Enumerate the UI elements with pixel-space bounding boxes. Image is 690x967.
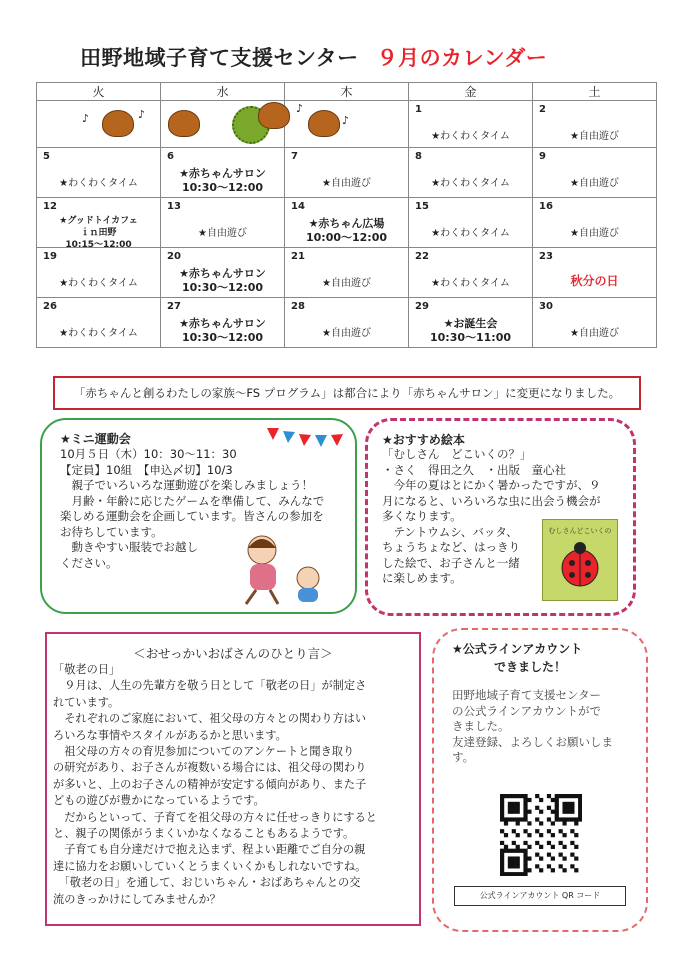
day-number: 8	[415, 151, 422, 162]
day-number: 14	[291, 201, 305, 212]
day-number: 19	[43, 251, 57, 262]
day-number: 6	[167, 151, 174, 162]
event-label: ★自由遊び	[570, 131, 619, 142]
day-number: 22	[415, 251, 429, 262]
event-detail: 10:30～12:00	[181, 331, 264, 344]
calendar-week-row	[37, 298, 657, 348]
day-number: 9	[539, 151, 546, 162]
mother-child-illustration	[234, 528, 334, 608]
event-label: ★わくわくタイム	[59, 278, 138, 289]
weekday-header: 火	[37, 83, 161, 101]
calendar-day-cell	[533, 101, 657, 148]
event-label: ★わくわくタイム	[431, 228, 510, 239]
event-detail: 10:30～12:00	[181, 281, 264, 294]
calendar-day-cell	[37, 198, 161, 248]
line-account-box	[432, 628, 648, 932]
calendar-day-cell	[409, 101, 533, 148]
event-label: ★わくわくタイム	[431, 131, 510, 142]
event-detail: 10:30～11:00	[429, 331, 512, 344]
event-label: ★グッドトイカフェ	[59, 216, 138, 226]
book-cover-image	[542, 519, 618, 601]
column-box	[45, 632, 421, 926]
book-text: 「むしさん どこいくの？」 ・さく 得田之久 ・出版 童心社 今年の夏はとにかく暑かったですが、９ 月になると、いろいろな虫に出会う機会が 多くなります。 テントウムシ、バッタ、 ちょうちょなど、はっきり した絵で、お子さんと一緒 に楽しめます。	[382, 447, 601, 585]
event-label: ★わくわくタイム	[431, 278, 510, 289]
event-block	[409, 317, 532, 345]
day-number: 29	[415, 301, 429, 312]
day-number: 7	[291, 151, 298, 162]
day-number: 12	[43, 201, 57, 212]
event-block	[161, 167, 284, 195]
day-number: 5	[43, 151, 50, 162]
qr-code-image	[500, 794, 582, 876]
qr-code-label: 公式ラインアカウント QR コード	[454, 886, 626, 906]
holiday-label: 秋分の日	[570, 274, 619, 288]
calendar-day-cell	[409, 298, 533, 348]
calendar-day-cell	[409, 248, 533, 298]
event-label: ★赤ちゃんサロン	[179, 167, 266, 180]
calendar-day-cell	[533, 298, 657, 348]
line-account-title-2: できました！	[494, 660, 567, 674]
book-cover-title: むしさんどこいくの	[548, 527, 612, 535]
page-title	[80, 42, 547, 72]
calendar-day-cell	[409, 198, 533, 248]
column-title: ＜おせっかいおばさんのひとり言＞	[133, 646, 333, 661]
calendar-day-cell	[161, 148, 285, 198]
mini-sports-text: 10月５日（木）10：30～11：30 【定員】10組 【申込〆切】10/3 親子でいろいろな運動遊びを楽しみましょう！ 月齢・年齢に応じたゲームを準備して、みんなで 楽しめる運動会を企画しています。皆さんの参加を お待ちしています。 動きやすい服装でお越し ください。	[60, 447, 325, 570]
event-label: ★自由遊び	[322, 178, 371, 189]
day-number: 1	[415, 104, 422, 115]
day-number: 13	[167, 201, 181, 212]
day-number: 2	[539, 104, 546, 115]
event-label: ★わくわくタイム	[59, 328, 138, 339]
chestnut-illustration: ♪ ♪ ♪ ♪	[80, 100, 380, 148]
event-label: ★お誕生会	[443, 317, 498, 330]
calendar-day-cell	[285, 148, 409, 198]
calendar-day-cell	[533, 148, 657, 198]
program-change-notice: 「赤ちゃんと創るわたしの家族～FS プログラム」は都合により「赤ちゃんサロン」に変更になりました。	[53, 376, 641, 410]
event-block	[285, 217, 408, 245]
day-number: 21	[291, 251, 305, 262]
calendar-day-cell	[285, 298, 409, 348]
calendar-day-cell	[37, 248, 161, 298]
event-detail: 10:30～12:00	[181, 181, 264, 194]
weekday-header: 水	[161, 83, 285, 101]
day-number: 28	[291, 301, 305, 312]
weekday-header: 金	[409, 83, 533, 101]
event-label: ★わくわくタイム	[59, 178, 138, 189]
event-block	[161, 317, 284, 345]
day-number: 30	[539, 301, 553, 312]
calendar-day-cell	[409, 148, 533, 198]
day-number: 26	[43, 301, 57, 312]
event-detail: 10:00～12:00	[305, 231, 388, 244]
event-block	[37, 215, 160, 251]
calendar-day-cell	[161, 248, 285, 298]
calendar-day-cell	[533, 198, 657, 248]
day-number: 20	[167, 251, 181, 262]
calendar-month-title: ９月のカレンダー	[376, 46, 548, 70]
ladybug-icon	[543, 536, 617, 596]
event-detail: 10:15～12:00	[65, 240, 132, 250]
column-text: 「敬老の日」 ９月は、人生の先輩方を敬う日として「敬老の日」が制定さ れています。 それぞれのご家庭において、祖父母の方々との関わり方はい ろいろな事情やスタイルがあるかと思います。 祖父母の方々の育児参加についてのアンケートと聞き取り の研究があり、お子さんが複数いる場合には、祖父母の関わり が多いと、上のお子さんの精神が安定する傾向があり、また子 どもの遊びが豊かになっているようです。 だからといって、子育てを祖父母の方々に任せっきりにすると と、親子の関係がうまくいかなくなることもあるようです。 子育ても自分達だけで抱え込まず、程よい距離でご自分の親 達に協力をお願いしていくとうまくいくかもしれないですね。 「敬老の日」を通して、おじいちゃん・おばあちゃんとの交 流のきっかけにしてみませんか？	[53, 663, 377, 906]
mini-sports-day-box	[40, 418, 357, 614]
calendar-day-cell	[161, 298, 285, 348]
event-label: ★自由遊び	[570, 178, 619, 189]
calendar-day-cell	[285, 198, 409, 248]
calendar-day-cell	[161, 198, 285, 248]
center-name: 田野地域子育て支援センター	[80, 46, 359, 70]
weekday-header: 土	[533, 83, 657, 101]
event-label: ★赤ちゃん広場	[308, 217, 385, 230]
event-label: ★自由遊び	[198, 228, 247, 239]
event-label: ★わくわくタイム	[431, 178, 510, 189]
weekday-header: 木	[285, 83, 409, 101]
event-label: ★赤ちゃんサロン	[179, 267, 266, 280]
event-block	[161, 267, 284, 295]
line-account-text: 田野地域子育て支援センター の公式ラインアカウントがで きました。 友達登録、よろしくお願いしま す。	[452, 688, 613, 764]
calendar-week-row	[37, 248, 657, 298]
calendar-day-cell	[37, 148, 161, 198]
day-number: 16	[539, 201, 553, 212]
event-label: ★自由遊び	[570, 328, 619, 339]
calendar-day-cell	[533, 248, 657, 298]
line-account-title-1: ★公式ラインアカウント	[452, 642, 583, 656]
event-label: ★自由遊び	[322, 278, 371, 289]
event-label: ★自由遊び	[570, 228, 619, 239]
day-number: 23	[539, 251, 553, 262]
calendar-day-cell	[37, 298, 161, 348]
calendar-week-row	[37, 198, 657, 248]
event-detail: ｉｎ田野	[80, 228, 117, 238]
calendar-week-row	[37, 148, 657, 198]
event-label: ★赤ちゃんサロン	[179, 317, 266, 330]
day-number: 15	[415, 201, 429, 212]
mini-sports-title: ★ミニ運動会	[60, 432, 131, 446]
recommended-book-box	[365, 418, 636, 616]
book-section-title: ★おすすめ絵本	[382, 433, 465, 447]
event-label: ★自由遊び	[322, 328, 371, 339]
calendar-day-cell	[285, 248, 409, 298]
day-number: 27	[167, 301, 181, 312]
